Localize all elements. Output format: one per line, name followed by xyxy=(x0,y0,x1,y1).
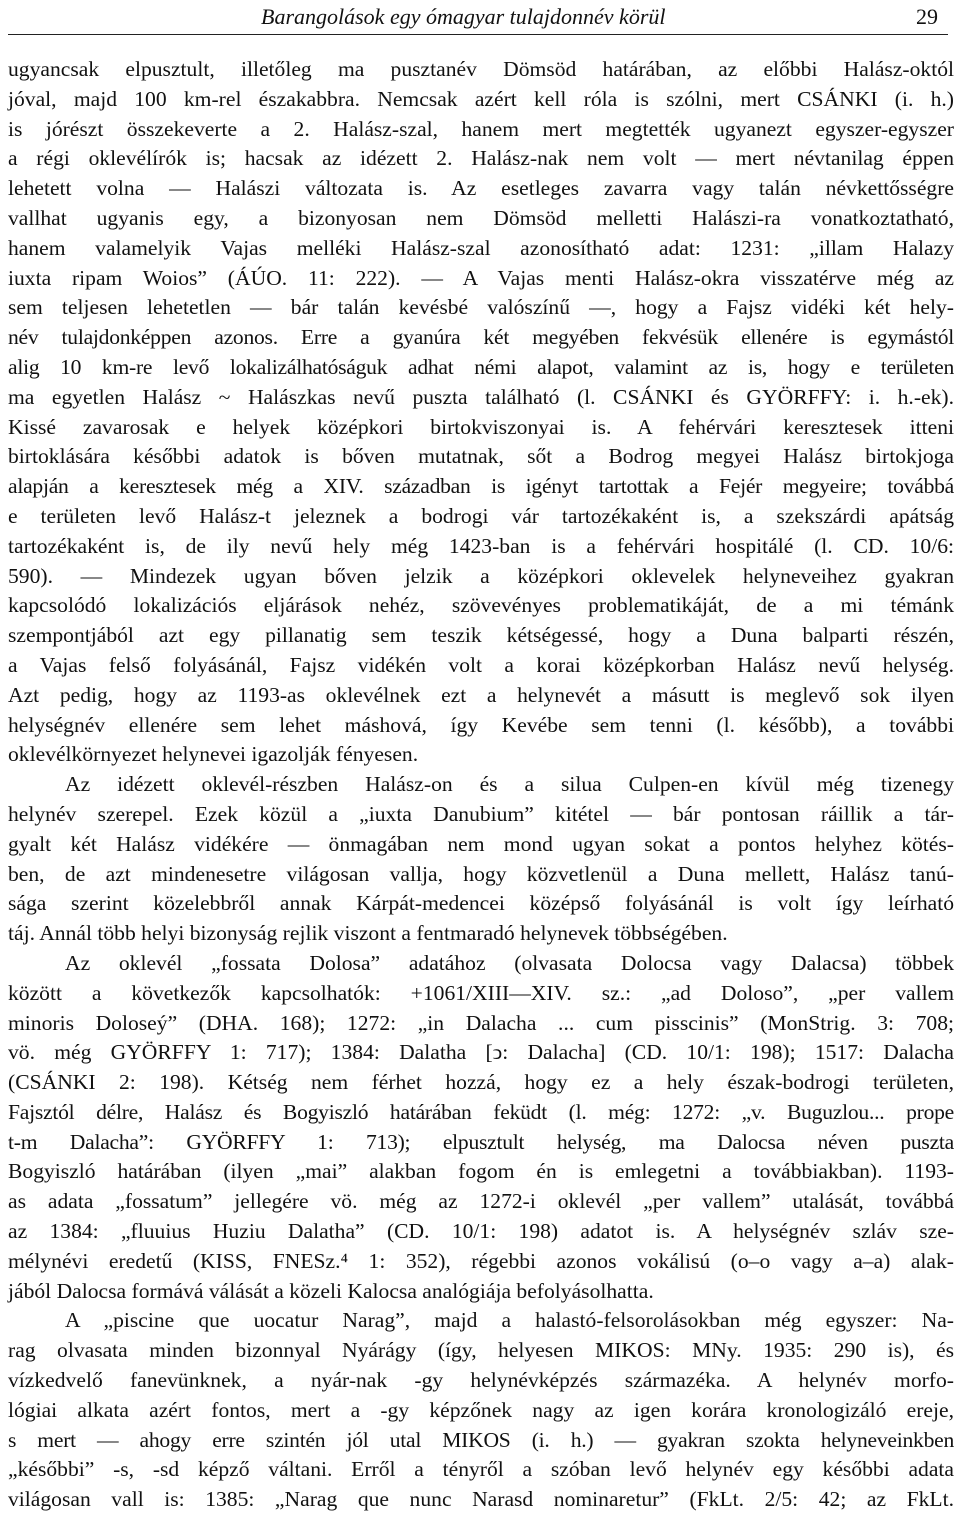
text-line: a Vajas felső folyásánál, Fajsz vidékén volt a korai középkorban Halász nevű helység. xyxy=(8,652,954,677)
text-line: mélynévi eredetű (KISS, FNESz.⁴ 1: 352), régebbi azonos vokálisú (o–o vagy a–a) alak- xyxy=(8,1248,954,1273)
text-line: „későbbi” -s, -sd képző váltani. Erről a tényről a szóban levő helynév egy későbbi adata xyxy=(8,1457,954,1482)
text-line: jából Dalocsa formává válását a közeli Kalocsa analógiája befolyásolhatta. xyxy=(8,1278,654,1303)
text-line: név tulajdonképpen azonos. Erre a gyanúra két megyében fekvésük ellenére is egymástól xyxy=(8,325,954,350)
text-line: táj. Annál több helyi bizonyság rejlik viszont a fentmaradó helynevek többségében. xyxy=(8,921,728,946)
text-line: e területen levő Halász-t jeleznek a bodrogi vár tartozékaként is, a szekszárdi apátság xyxy=(8,503,954,528)
text-line: birtoklására későbbi adatok is bőven mutatnak, sőt a Bodrog megyei Halász birtokjoga xyxy=(8,444,954,469)
text-line: hanem valamelyik Vajas melléki Halász-szal azonosítható adat: 1231: „illam Halazy xyxy=(8,235,954,260)
text-line: (CSÁNKI 2: 198). Kétség nem férhet hozzá, hogy ez a hely észak-bodrogi területen, xyxy=(8,1070,954,1095)
text-line: az 1384: „fluuius Huziu Dalatha” (CD. 10/1: 198) adatot is. A helységnév szláv sze- xyxy=(8,1219,954,1244)
page-number: 29 xyxy=(916,4,938,29)
text-line: Az idézett oklevél-részben Halász-on és a silua Culpen-en kívül még tizenegy xyxy=(65,772,954,797)
text-line: tartozékaként is, de ily nevű hely még 1423-ban is a fehérvári hospitálé (l. CD. 10/6: xyxy=(8,533,954,558)
text-line: as adata „fossatum” jellegére vö. még az 1272-i oklevél „per vallem” utalását, továbbá xyxy=(8,1189,954,1214)
text-line: Kissé zavarosak e helyek középkori birtokviszonyai is. A fehérvári keresztesek itteni xyxy=(8,414,954,439)
text-line: s mert — ahogy erre szintén jól utal MIKOS (i. h.) — gyakran szokta helyneveinkben xyxy=(8,1427,954,1452)
text-line: alig 10 km-re levő lokalizálhatóságuk adhat némi alapot, valamint az is, hogy e területen xyxy=(8,354,954,379)
page-header xyxy=(8,0,948,35)
text-line: helynév szerepel. Ezek közül a „iuxta Danubium” kitétel — bár pontosan ráillik a tár- xyxy=(8,801,954,826)
text-line: jóval, majd 100 km-rel északabbra. Nemcsak azért kell róla is szólni, mert CSÁNKI (i. h.) xyxy=(8,86,954,111)
text-line: sága szerint közelebbről annak Kárpát-medencei középső folyásánál is volt így leírható xyxy=(8,891,954,916)
text-line: Az oklevél „fossata Dolosa” adatához (olvasata Dolocsa vagy Dalacsa) többek xyxy=(65,950,954,975)
text-line: között a következők kapcsolhatók: +1061/XIII—XIV. sz.: „ad Doloso”, „per vallem xyxy=(8,980,954,1005)
text-line: lehetett volna — Halászi változata is. Az esetleges zavarra vagy talán névkettősségre xyxy=(8,176,954,201)
text-line: Azt pedig, hogy az 1193-as oklevélnek ezt a helynevét a másutt is meglevő sok ilyen xyxy=(8,682,954,707)
text-line: kapcsolódó lokalizációs eljárások nehéz, szövevényes problematikáját, de a mi témánk xyxy=(8,593,954,618)
text-line: szempontjából azt egy pillanatig sem teszik kétségessé, hogy a Duna balparti részén, xyxy=(8,623,954,648)
text-line: gyalt két Halász vidékére — önmagában nem mond ugyan sokat a pontos helyhez kötés- xyxy=(8,831,954,856)
body-text xyxy=(8,55,954,1515)
text-line: iuxta ripam Woios” (ÁÚO. 11: 222). — A Vajas menti Halász-okra visszatérve még az xyxy=(8,265,954,290)
text-line: vízkedvelő fanevünknek, a nyár-nak -gy helynévképzés származéka. A helynév morfo- xyxy=(8,1368,954,1393)
text-line: is jórészt összekeverte a 2. Halász-szal, hanem mert megtették ugyanezt egyszer-egyszer xyxy=(8,116,954,141)
text-line: helységnév ellenére sem lehet máshová, így Kevébe sem tenni (l. később), a további xyxy=(8,712,954,737)
text-line: Bogyiszló határában (ilyen „mai” alakban fogom én is emlegetni a továbbiakban). 1193- xyxy=(8,1159,954,1184)
text-line: minoris Doloseý” (DHA. 168); 1272: „in Dalacha ... cum pisscinis” (MonStrig. 3: 708; xyxy=(8,1010,954,1035)
text-line: sem teljesen lehetetlen — bár talán kevésbé valószínű —, hogy a Fajsz vidéki két hely- xyxy=(8,295,954,320)
text-line: t-m Dalacha”: GYÖRFFY 1: 713); elpusztult helység, ma Dalocsa néven puszta xyxy=(8,1129,954,1154)
text-line: oklevélkörnyezet helynevei igazolják fényesen. xyxy=(8,742,419,767)
text-line: Fajsztól délre, Halász és Bogyiszló határában feküdt (l. még: 1272: „v. Buguzlou... prope xyxy=(8,1099,954,1124)
text-line: ma egyetlen Halász ~ Halászkas nevű puszta található (l. CSÁNKI és GYÖRFFY: i. h.-ek). xyxy=(8,384,954,409)
text-line: világosan vall is: 1385: „Narag que nunc Narasd nominaretur” (FkLt. 2/5: 42; az FkLt. xyxy=(8,1487,954,1512)
text-line: A „piscine que uocatur Narag”, majd a halastó-felsorolásokban még egyszer: Na- xyxy=(65,1308,954,1333)
text-line: lógiai alkata azért fontos, mert a -gy képzőnek nagy az igen korára kronologizáló ereje, xyxy=(8,1397,954,1422)
text-line: vallhat ugyanis egy, a bizonyosan nem Dömsöd melletti Halászi-ra vonatkoztatható, xyxy=(8,205,954,230)
text-line: vö. még GYÖRFFY 1: 717); 1384: Dalatha [ↄ: Dalacha] (CD. 10/1: 198); 1517: Dalacha xyxy=(8,1040,954,1065)
running-title: Barangolások egy ómagyar tulajdonnév körül xyxy=(261,4,666,29)
text-line: alapján a keresztesek még a XIV. században is igényt tartottak a Fejér megyeire; továbbá xyxy=(8,474,954,499)
text-line: 590). — Mindezek ugyan bőven jelzik a középkori oklevelek helyneveihez gyakran xyxy=(8,563,954,588)
text-line: ben, de azt mindenesetre világosan vallja, hogy közvetlenül a Duna mellett, Halász tanú- xyxy=(8,861,954,886)
text-line: ugyancsak elpusztult, illetőleg ma pusztanév Dömsöd határában, az előbbi Halász-októl xyxy=(8,57,954,81)
text-line: a régi oklevélírók is; hacsak az idézett 2. Halász-nak nem volt — mert névtanilag éppen xyxy=(8,146,954,171)
text-line: rag olvasata minden bizonnyal Nyárágy (így, helyesen MIKOS: MNy. 1935: 290 is), és xyxy=(8,1338,954,1363)
